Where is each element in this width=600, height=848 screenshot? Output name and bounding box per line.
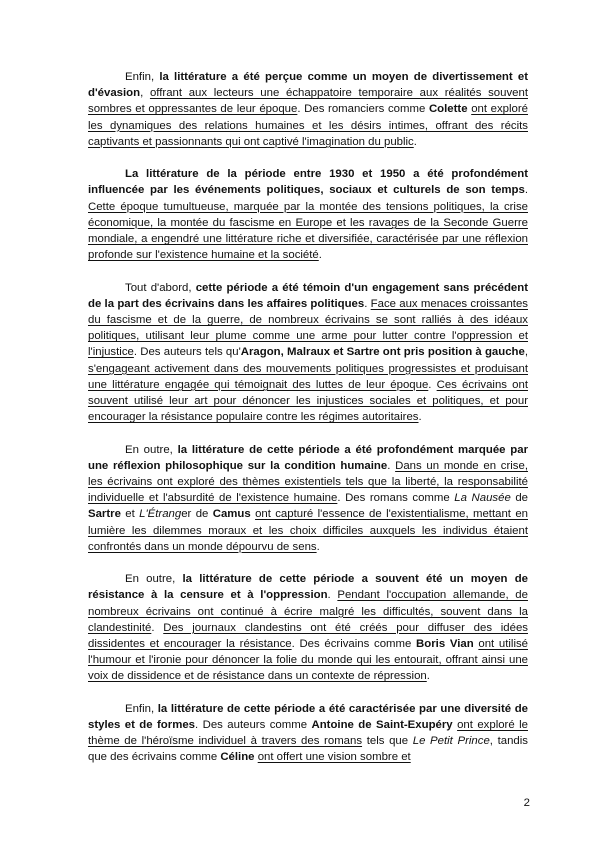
text-run: . Des romans comme [337, 492, 455, 505]
bold-text: La littérature de la période entre 1930 et 1950 a été profondément influencée par les événements politiques, sociaux et culturels de son temps [88, 168, 528, 197]
text-run: , tandis que des écrivains comme [88, 735, 528, 764]
bold-text: Aragon, Malraux et Sartre ont pris position à gauche [240, 346, 525, 359]
underlined-text: Des journaux clandestins ont été créés pour diffuser des idées dissidentes et encourager la résistance [88, 621, 528, 651]
underlined-text: Face aux menaces croissantes du fascisme et de la guerre, de nombreux écrivains se sont ralliés à des idéaux politiques, utilisant leur plume comme une arme pour lutter contre l'oppression et l'injustice [88, 297, 528, 359]
page-number: 2 [523, 797, 530, 809]
underlined-text: ont exploré les dynamiques des relations humaines et les désirs intimes, offrant des récits captivants et passionnants qui ont captivé l'imagination du public [88, 103, 529, 148]
text-run: . [413, 135, 417, 148]
text-run: . [418, 411, 422, 424]
text-run: . Des écrivains comme [291, 638, 417, 651]
text-run: er de [181, 508, 213, 521]
paragraph-engagement-politique [88, 280, 528, 426]
text-run: . [387, 459, 396, 472]
text-run: . [426, 670, 430, 683]
text-run: . Des romanciers comme [297, 103, 429, 116]
paragraph-divertissement [88, 69, 528, 150]
bold-text: Céline [220, 751, 255, 764]
bold-text: Antoine de Saint-Exupéry [311, 719, 453, 732]
bold-text: la littérature de cette période a souvent été un moyen de résistance à la censure et à l'oppression [88, 573, 529, 602]
underlined-text: ont exploré le thème de l'héroïsme individuel à travers des romans [88, 719, 528, 748]
text-run: Tout d'abord, [125, 281, 196, 294]
bold-text: la littérature de cette période a été profondément marquée par une réflexion philosophique sur la condition humaine [88, 443, 528, 472]
paragraph-resistance-censure [88, 571, 528, 684]
bold-text: Colette [428, 103, 468, 116]
underlined-text: offrant aux lecteurs une échappatoire temporaire aux réalités souvent sombres et oppressantes de leur époque [88, 87, 528, 116]
italic-text: L'Étrang [139, 508, 182, 521]
text-run: . Des auteurs tels qu' [133, 346, 241, 359]
text-run: Enfin, [125, 71, 160, 83]
text-run: En outre, [125, 573, 183, 586]
bold-text: Camus [212, 508, 251, 521]
italic-text: Le Petit Prince [412, 735, 490, 748]
text-run: , [140, 87, 150, 100]
underlined-text: Dans un monde en crise, les écrivains ont exploré des thèmes existentiels tels que la liberté, la responsabilité individuelle et l'absurdité de l'existence humaine [88, 459, 528, 505]
underlined-text: ont capturé l'essence de l'existentialisme, mettant en lumière les dilemmes moraux et les choix difficiles auxquels les individus étaient confrontés dans un monde dépourvu de sens [88, 508, 528, 553]
text-run: . [316, 540, 320, 553]
italic-text: La Nausée [454, 492, 511, 505]
text-run: . [318, 249, 322, 262]
paragraph-diversite-styles [88, 701, 528, 766]
text-run: . [364, 297, 371, 310]
text-run: Enfin, [125, 702, 158, 715]
underlined-text: ont offert une vision sombre et [257, 751, 411, 764]
text-run: de [510, 492, 528, 505]
text-run: tels que [362, 735, 413, 748]
underlined-text: Pendant l'occupation allemande, de nombreux écrivains ont continué à écrire malgré les difficultés, souvent dans la clandestinité [88, 589, 528, 634]
text-run: , [524, 346, 528, 359]
bold-text: Sartre [88, 508, 121, 521]
underlined-text: Ces écrivains ont souvent utilisé leur art pour dénoncer les injustices sociales et politiques, et pour encourager la résistance populaire contre les régimes autoritaires [88, 378, 528, 424]
text-run: . [524, 184, 528, 197]
text-run: En outre, [125, 443, 178, 456]
text-run: . Des auteurs comme [195, 719, 312, 732]
bold-text: Boris Vian [416, 638, 474, 651]
text-run: . [151, 621, 164, 634]
text-run: . [327, 589, 338, 602]
text-run: . [428, 378, 437, 391]
document-body [88, 69, 528, 782]
paragraph-periode-1930-1950 [88, 166, 528, 263]
underlined-text: Cette époque tumultueuse, marquée par la montée des tensions politiques, la crise économique, la montée du fascisme en Europe et les ravages de la Seconde Guerre mondiale, a engendré une littérature riche et diversifiée, caractérisée par une réflexion profonde sur l'existence humaine et la société [88, 200, 528, 262]
underlined-text: ont utilisé l'humour et l'ironie pour dénoncer la folie du monde qui les entourait, offrant ainsi une voix de dissidence et de résistance dans un contexte de répression [88, 638, 529, 683]
bold-text: cette période a été témoin d'un engagement sans précédent de la part des écrivains dans les affaires politiques [88, 281, 528, 310]
text-run: et [120, 508, 140, 521]
paragraph-reflexion-philosophique [88, 442, 528, 555]
bold-text: la littérature a été perçue comme un moyen de divertissement et d'évasion [88, 71, 528, 100]
bold-text: la littérature de cette période a été caractérisée par une diversité de styles et de formes [88, 702, 529, 732]
underlined-text: s'engageant activement dans des mouvements politiques progressistes et produisant une littérature engagée qui témoignait des luttes de leur époque [88, 362, 528, 391]
